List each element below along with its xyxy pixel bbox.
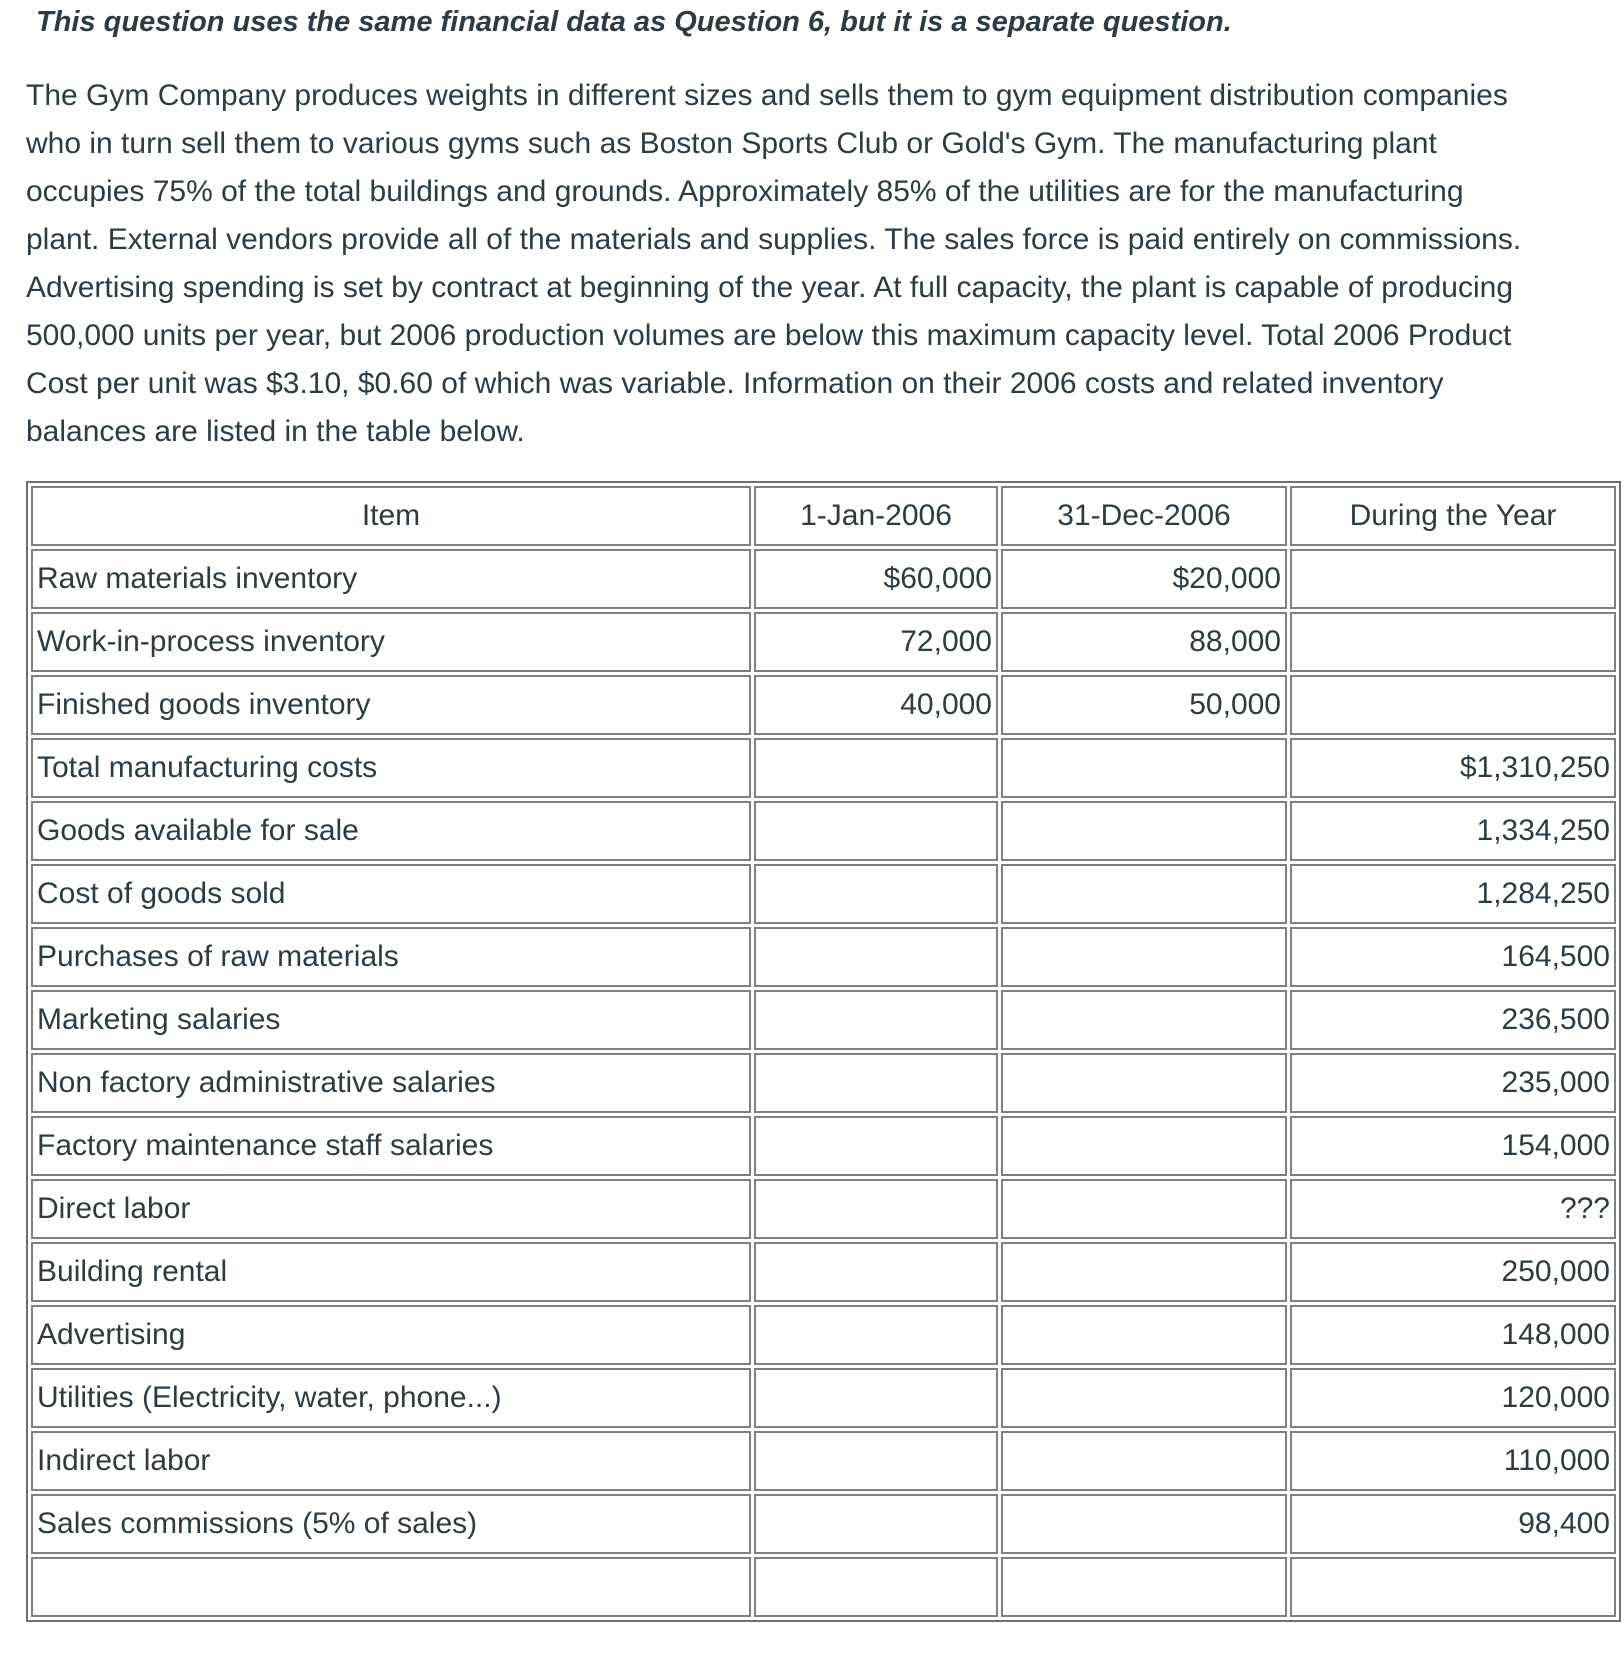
table-row — [31, 1557, 1616, 1617]
dec-2006-cell: 50,000 — [1001, 675, 1287, 735]
item-cell: Raw materials inventory — [31, 549, 751, 609]
dec-2006-cell — [1001, 1242, 1287, 1302]
during-year-cell — [1290, 1557, 1616, 1617]
item-cell: Total manufacturing costs — [31, 738, 751, 798]
table-header-row — [31, 486, 1616, 546]
during-year-cell: 98,400 — [1290, 1494, 1616, 1554]
table-row — [31, 612, 1616, 672]
jan-2006-cell — [754, 1431, 998, 1491]
table-row — [31, 864, 1616, 924]
table-row — [31, 1494, 1616, 1554]
header-jan-2006: 1-Jan-2006 — [754, 486, 998, 546]
description-line: Advertising spending is set by contract at beginning of the year. At full capacity, the plant is capable of producing — [26, 271, 1514, 304]
jan-2006-cell — [754, 1053, 998, 1113]
table-row — [31, 1179, 1616, 1239]
description-line: who in turn sell them to various gyms such as Boston Sports Club or Gold's Gym. The manufacturing plant — [26, 127, 1437, 160]
item-cell: Advertising — [31, 1305, 751, 1365]
dec-2006-cell — [1001, 927, 1287, 987]
during-year-cell: 235,000 — [1290, 1053, 1616, 1113]
item-cell: Cost of goods sold — [31, 864, 751, 924]
table-row — [31, 1368, 1616, 1428]
dec-2006-cell — [1001, 990, 1287, 1050]
jan-2006-cell — [754, 990, 998, 1050]
during-year-cell: 1,334,250 — [1290, 801, 1616, 861]
during-year-cell: 236,500 — [1290, 990, 1616, 1050]
dec-2006-cell — [1001, 1368, 1287, 1428]
dec-2006-cell — [1001, 1557, 1287, 1617]
dec-2006-cell — [1001, 801, 1287, 861]
table-row — [31, 738, 1616, 798]
table-row — [31, 927, 1616, 987]
jan-2006-cell — [754, 1179, 998, 1239]
during-year-cell — [1290, 675, 1616, 735]
description-line: plant. External vendors provide all of the materials and supplies. The sales force is paid entirely on commissions. — [26, 223, 1522, 256]
description-line: balances are listed in the table below. — [26, 415, 525, 448]
table-row — [31, 1116, 1616, 1176]
table-row — [31, 1242, 1616, 1302]
header-dec-2006: 31-Dec-2006 — [1001, 486, 1287, 546]
description-line: 500,000 units per year, but 2006 production volumes are below this maximum capacity level. Total 2006 Product — [26, 319, 1512, 352]
table-row — [31, 801, 1616, 861]
dec-2006-cell — [1001, 738, 1287, 798]
item-cell: Marketing salaries — [31, 990, 751, 1050]
jan-2006-cell — [754, 1557, 998, 1617]
description-line: Cost per unit was $3.10, $0.60 of which was variable. Information on their 2006 costs and related inventory — [26, 367, 1444, 400]
jan-2006-cell: $60,000 — [754, 549, 998, 609]
header-item: Item — [31, 486, 751, 546]
jan-2006-cell — [754, 1368, 998, 1428]
item-cell: Indirect labor — [31, 1431, 751, 1491]
jan-2006-cell — [754, 927, 998, 987]
jan-2006-cell — [754, 738, 998, 798]
cost-data-table — [26, 481, 1621, 1622]
dec-2006-cell: 88,000 — [1001, 612, 1287, 672]
jan-2006-cell: 40,000 — [754, 675, 998, 735]
jan-2006-cell — [754, 1305, 998, 1365]
question-note: This question uses the same financial data as Question 6, but it is a separate question. — [36, 6, 1232, 38]
item-cell: Direct labor — [31, 1179, 751, 1239]
during-year-cell — [1290, 549, 1616, 609]
item-cell: Non factory administrative salaries — [31, 1053, 751, 1113]
during-year-cell: ??? — [1290, 1179, 1616, 1239]
dec-2006-cell — [1001, 1053, 1287, 1113]
during-year-cell: 250,000 — [1290, 1242, 1616, 1302]
item-cell: Purchases of raw materials — [31, 927, 751, 987]
during-year-cell: $1,310,250 — [1290, 738, 1616, 798]
dec-2006-cell — [1001, 1431, 1287, 1491]
dec-2006-cell — [1001, 1116, 1287, 1176]
dec-2006-cell — [1001, 864, 1287, 924]
item-cell — [31, 1557, 751, 1617]
table-row — [31, 990, 1616, 1050]
during-year-cell — [1290, 612, 1616, 672]
item-cell: Building rental — [31, 1242, 751, 1302]
dec-2006-cell — [1001, 1494, 1287, 1554]
table-row — [31, 1305, 1616, 1365]
header-during-year: During the Year — [1290, 486, 1616, 546]
during-year-cell: 120,000 — [1290, 1368, 1616, 1428]
table-row — [31, 549, 1616, 609]
table-row — [31, 675, 1616, 735]
during-year-cell: 154,000 — [1290, 1116, 1616, 1176]
table-row — [31, 1053, 1616, 1113]
jan-2006-cell — [754, 1116, 998, 1176]
during-year-cell: 110,000 — [1290, 1431, 1616, 1491]
description-line: The Gym Company produces weights in different sizes and sells them to gym equipment distribution companies — [26, 79, 1508, 112]
jan-2006-cell: 72,000 — [754, 612, 998, 672]
jan-2006-cell — [754, 801, 998, 861]
description-line: occupies 75% of the total buildings and grounds. Approximately 85% of the utilities are for the manufacturing — [26, 175, 1464, 208]
jan-2006-cell — [754, 864, 998, 924]
during-year-cell: 164,500 — [1290, 927, 1616, 987]
item-cell: Utilities (Electricity, water, phone...) — [31, 1368, 751, 1428]
item-cell: Finished goods inventory — [31, 675, 751, 735]
dec-2006-cell — [1001, 1305, 1287, 1365]
dec-2006-cell: $20,000 — [1001, 549, 1287, 609]
jan-2006-cell — [754, 1494, 998, 1554]
problem-description — [26, 72, 1616, 456]
item-cell: Factory maintenance staff salaries — [31, 1116, 751, 1176]
jan-2006-cell — [754, 1242, 998, 1302]
item-cell: Work-in-process inventory — [31, 612, 751, 672]
during-year-cell: 1,284,250 — [1290, 864, 1616, 924]
table-row — [31, 1431, 1616, 1491]
during-year-cell: 148,000 — [1290, 1305, 1616, 1365]
item-cell: Goods available for sale — [31, 801, 751, 861]
dec-2006-cell — [1001, 1179, 1287, 1239]
item-cell: Sales commissions (5% of sales) — [31, 1494, 751, 1554]
